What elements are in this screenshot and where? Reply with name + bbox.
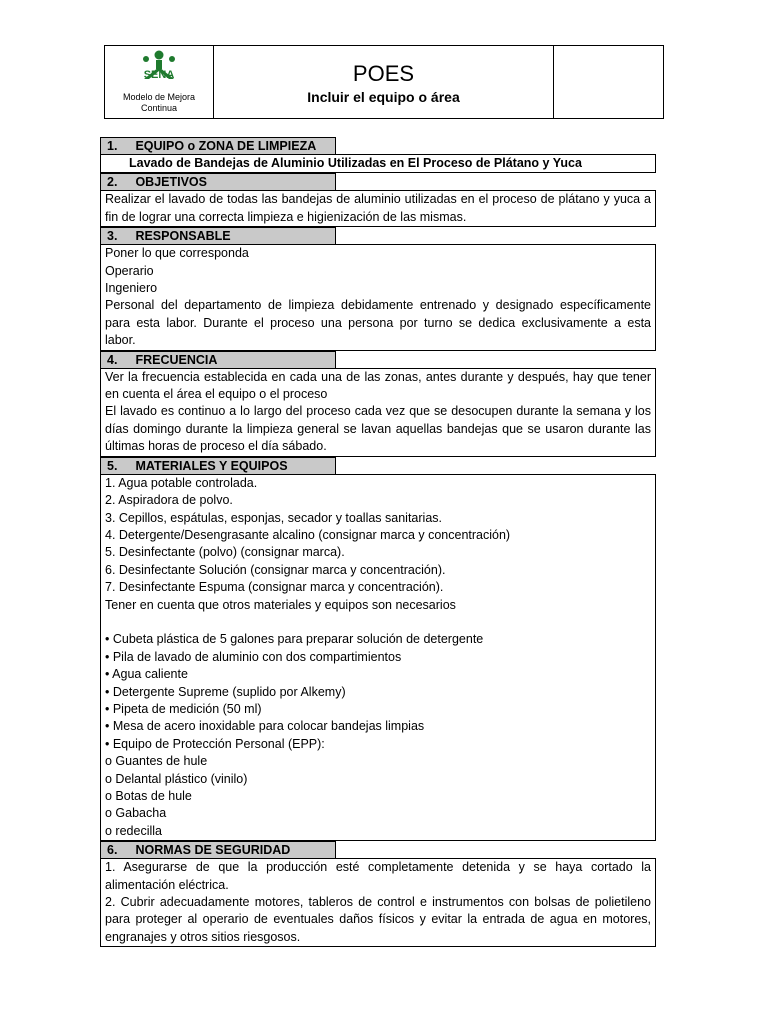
section-header (100, 841, 336, 858)
text-line: labor. (105, 333, 136, 348)
text-line: Realizar el lavado de todas las bandejas de aluminio utilizadas en el proceso de plátano y yuca a (105, 192, 651, 207)
document-header (104, 45, 664, 119)
text-line: • Mesa de acero inoxidable para colocar bandejas limpias (105, 719, 425, 734)
text-line: 7. Desinfectante Espuma (consignar marca y concentración). (105, 580, 444, 595)
text-line: en cuenta el área el equipo o el proceso (105, 387, 328, 402)
section-title: RESPONSABLE (135, 229, 231, 244)
text-line: días domingo durante la limpieza general se lavan aquellas bandejas que se usaron durante las (105, 421, 651, 436)
text-line: • Pipeta de medición (50 ml) (105, 701, 262, 716)
text-line: 5. Desinfectante (polvo) (consignar marca). (105, 545, 345, 560)
text-line: engranajes y otros sitios riesgosos. (105, 929, 301, 944)
text-line: últimas horas de proceso el día sábado. (105, 439, 327, 454)
text-line: fin de lograr una correcta limpieza e higienización de las mismas. (105, 209, 467, 224)
text-line: • Detergente Supreme (suplido por Alkemy) (105, 684, 346, 699)
text-line: Ingeniero (105, 281, 158, 296)
logo-cell (105, 46, 214, 118)
section-number: 4. (107, 352, 118, 367)
sena-logo-icon (136, 49, 182, 91)
document-title: POES (352, 61, 415, 86)
text-line: 2. Cubrir adecuadamente motores, tableros de control e instrumentos con bolsas de polietileno (105, 895, 651, 910)
text-line: o redecilla (105, 823, 162, 838)
text-line: • Agua caliente (105, 667, 188, 682)
section-number: 6. (107, 843, 118, 858)
document-body (100, 137, 656, 947)
text-line: 6. Desinfectante Solución (consignar marca y concentración). (105, 562, 446, 577)
text-line: Tener en cuenta que otros materiales y equipos son necesarios (105, 597, 456, 612)
section-body (100, 474, 656, 842)
section-header (100, 137, 336, 154)
logo-text: SENA (143, 69, 175, 81)
section-title: FRECUENCIA (135, 352, 218, 367)
text-line: • Pila de lavado de aluminio con dos compartimientos (105, 649, 402, 664)
text-line: alimentación eléctrica. (105, 877, 229, 892)
section-body (100, 154, 656, 173)
section-number: 2. (107, 175, 118, 190)
section-title: EQUIPO o ZONA DE LIMPIEZA (135, 139, 317, 153)
section-body (100, 858, 656, 947)
document-subtitle: Incluir el equipo o área (307, 89, 460, 105)
text-line: para esta labor. Durante el proceso una persona por turno se dedica exclusivamente a esta (105, 315, 651, 330)
text-line: 3. Cepillos, espátulas, esponjas, secador y toallas sanitarias. (105, 510, 442, 525)
section-body (100, 190, 656, 227)
text-line: Personal del departamento de limpieza debidamente entrenado y designado específicamente (105, 298, 651, 313)
text-line: Poner lo que corresponda (105, 246, 249, 261)
section-title: NORMAS DE SEGURIDAD (135, 843, 291, 858)
section-number: 1. (107, 139, 118, 153)
text-line: Operario (105, 263, 154, 278)
text-line: • Cubeta plástica de 5 galones para preparar solución de detergente (105, 632, 484, 647)
section-body (100, 368, 656, 457)
text-line: 2. Aspiradora de polvo. (105, 493, 233, 508)
section-number: 3. (107, 229, 118, 244)
section-title: MATERIALES Y EQUIPOS (135, 458, 288, 473)
text-line: o Gabacha (105, 806, 167, 821)
logo-subtitle: Modelo de Mejora Continua (122, 92, 196, 113)
title-cell (214, 46, 554, 118)
section-header (100, 351, 336, 368)
header-right-cell (554, 46, 663, 118)
text-line: Lavado de Bandejas de Aluminio Utilizadas en El Proceso de Plátano y Yuca (129, 156, 582, 170)
section-body (100, 244, 656, 350)
text-line (105, 614, 651, 631)
section-title: OBJETIVOS (135, 175, 207, 190)
text-line: 1. Agua potable controlada. (105, 475, 258, 490)
section-number: 5. (107, 458, 118, 473)
text-line: Ver la frecuencia establecida en cada una de las zonas, antes durante y después, hay que tener (105, 369, 651, 384)
text-line: 1. Asegurarse de que la producción esté completamente detenida y se haya cortado la (105, 860, 651, 875)
text-line: • Equipo de Protección Personal (EPP): (105, 736, 325, 751)
text-line: o Guantes de hule (105, 754, 208, 769)
text-line: El lavado es continuo a lo largo del proceso cada vez que se desocupen durante la semana y los (105, 404, 651, 419)
section-header (100, 227, 336, 244)
section-header (100, 173, 336, 190)
section-header (100, 457, 336, 474)
text-line: 4. Detergente/Desengrasante alcalino (consignar marca y concentración) (105, 527, 511, 542)
text-line: o Delantal plástico (vinilo) (105, 771, 248, 786)
text-line: para proteger al operario de eventuales daños físicos y evitar la entrada de agua en motores, (105, 912, 651, 927)
text-line: o Botas de hule (105, 789, 192, 803)
